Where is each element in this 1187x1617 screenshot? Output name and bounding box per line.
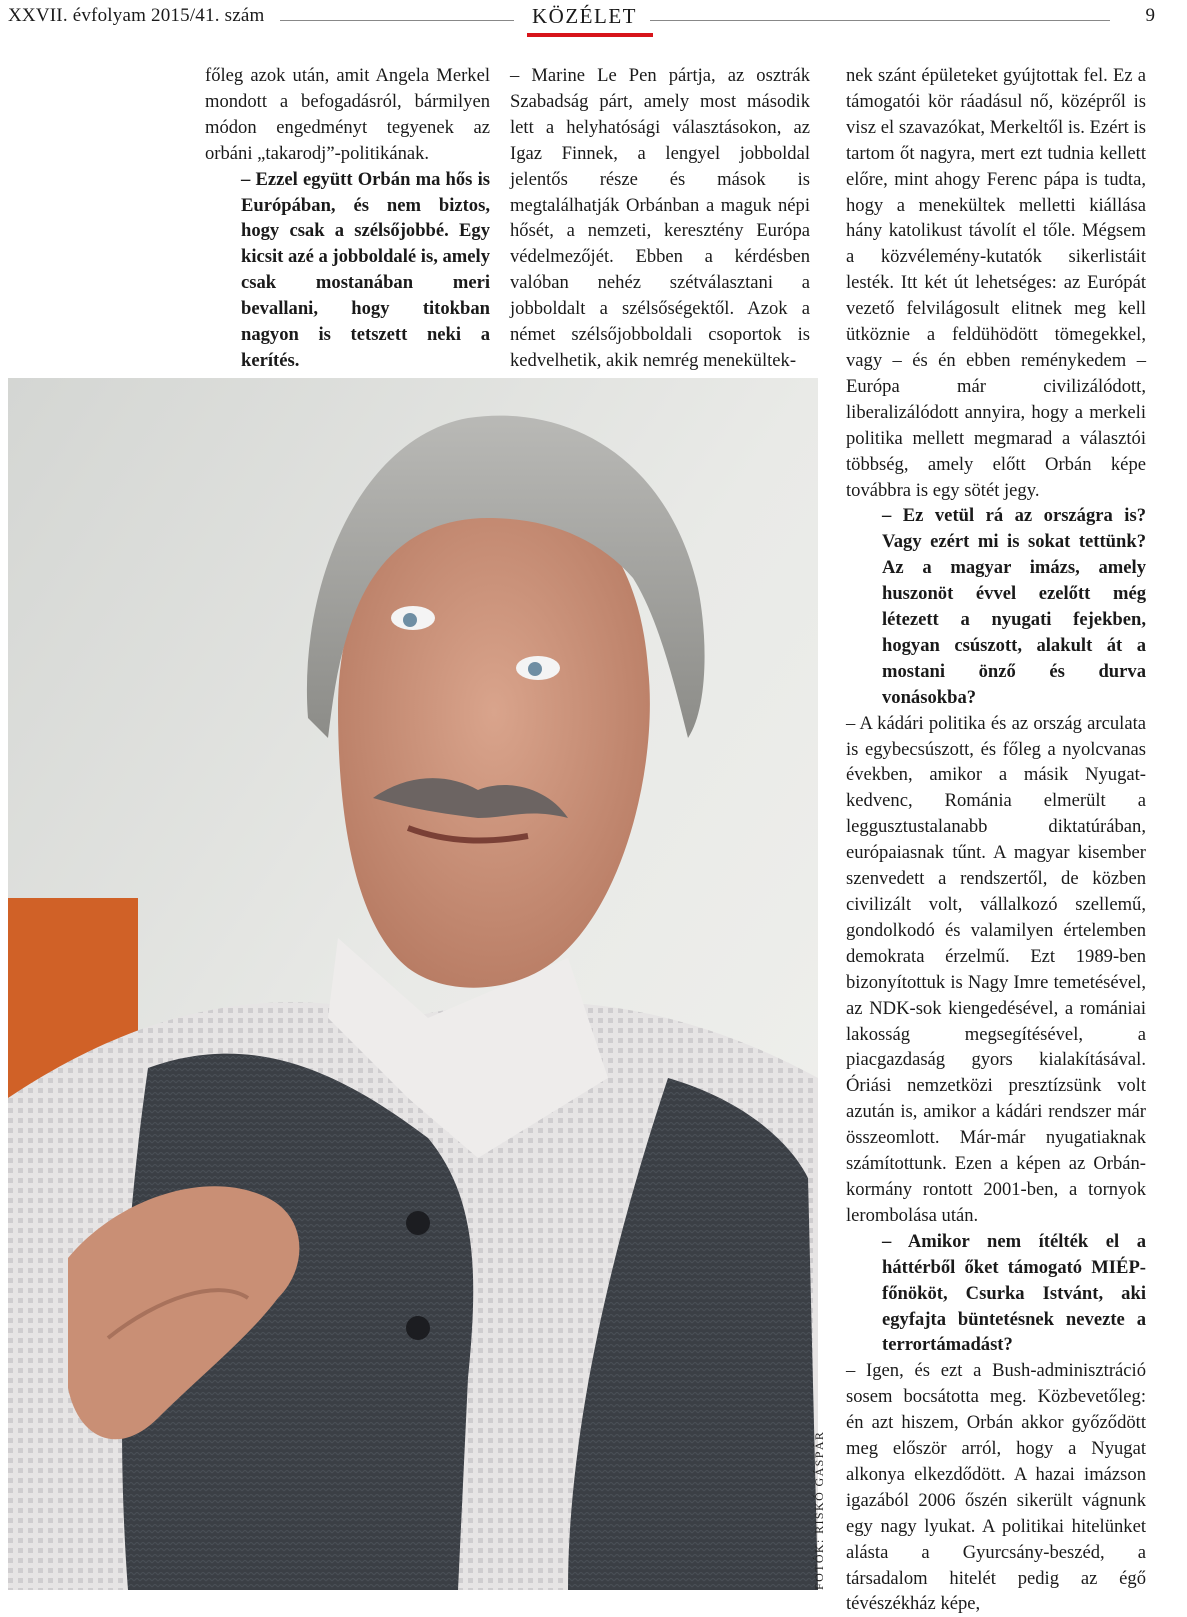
header-rule-right — [650, 20, 1110, 21]
answer-paragraph: – Marine Le Pen pártja, az osztrák Szabadság párt, amely most második lett a helyhatósági választásokon, az Igaz Finnek, a lengyel jobboldal jelentős része és mások is megtalálhatják Orbánban a maguk népi hősét, a nemzeti, keresztény Európa védelmezőjét. Ebben a kérdésben valóban nehéz szétválasztani a jobboldalt a szélsőségektől. Azok a német szélsőjobboldali csoportok is kedvelhetik, akik nemrég menekültek- — [510, 65, 810, 371]
text-column-1 — [205, 63, 490, 374]
section-title: KÖZÉLET — [532, 4, 637, 28]
text-column-2 — [510, 63, 810, 374]
page-number: 9 — [1145, 5, 1155, 26]
photo-credit: FOTÓK: RISKÓ GÁSPÁR — [812, 1430, 826, 1590]
page-header — [0, 0, 1187, 40]
portrait-photo — [8, 378, 818, 1590]
interview-question: – Ez vetül rá az országra is? Vagy ezért mi is sokat tettünk? Az a magyar imázs, amely huszonöt évvel ezelőtt még létezett a nyugati fejekben, hogyan csúszott, alakult át a mostani önző és durva vonásokba? — [882, 505, 1146, 708]
issue-label: XXVII. évfolyam 2015/41. szám — [8, 5, 265, 26]
answer-paragraph: – A kádári politika és az ország arculata is egybecsúszott, és főleg a nyolcvanas években, amikor a másik Nyugat-kedvenc, Románia elmerült a leggusztustalanabb diktatúrában, európaiasnak tűnt. A magyar kisember szenvedett a rendszertől, de közben civilizált volt, vállalkozó szellemű, gondolkodó és valamilyen értelemben demokrata érzelmű. Ezt 1989-ben bizonyítottuk is Nagy Imre temetésével, az NDK-sok kiengedésével, a romániai lakosság megsegítésével, a piacgazdaság gyors kialakításával. Óriási nemzetközi presztízsünk volt azután is, amikor a kádári rendszer már összeomlott. Már-már nyugatiaknak számítottunk. Ezen a képen az Orbán-kormány rontott 2001-ben, a tornyok lerombolása után. — [846, 712, 1146, 1226]
header-rule-left — [280, 20, 514, 21]
interview-question: – Ezzel együtt Orbán ma hős is Európában, és nem biztos, hogy csak a szélsőjobbé. Egy kicsit azé a jobboldalé is, amely csak mostanában meri bevallani, hogy titokban nagyon is tetszett neki a kerítés. — [241, 168, 490, 371]
portrait-illustration — [8, 378, 818, 1590]
interview-question: – Amikor nem ítélték el a háttérből őket támogató MIÉP-főnököt, Csurka Istvánt, aki egyfajta büntetésnek nevezte a terrortámadást? — [882, 1230, 1146, 1356]
text-column-3 — [846, 63, 1146, 1617]
answer-paragraph: főleg azok után, amit Angela Merkel mondott a befogadásról, bármilyen módon engedményt tegyenek az orbáni „takarodj”-politikának. — [205, 65, 490, 164]
answer-paragraph: – Igen, és ezt a Bush-adminisztráció sosem bocsátotta meg. Közbevetőleg: én azt hiszem, Orbán akkor győződött meg először arról, hogy a Nyugat alkonya elkezdődött. A hazai imázson igazából 2006 őszén sikerült vágnunk egy nagy lyukat. A politikai hitelünket alásta a Gyurcsány-beszéd, a társadalom hitelét pedig az égő tévészékház képe, — [846, 1360, 1146, 1615]
answer-paragraph: nek szánt épületeket gyújtottak fel. Ez a támogatói kör ráadásul nő, középről is visz el szavazókat, Merkeltől is. Ezért is tartom őt nagyra, mert ezt tudnia kellett előre, mint ahogy Ferenc pápa is tudta, hogy a menekültek melletti kiállása hány katolikust távolít el tőle. Mégsem a közvélemény-kutatók sikerlistáit lesték. Itt két út lehetséges: az Európát vezető felvilágosult elitnek meg kell ütköznie a feldühödött tömegekkel, vagy – és én ebben reménykedem – Európa már civilizálódott, liberalizálódott annyira, hogy a merkeli politika mellett megmarad a választói többség, amely előtt Orbán képe továbbra is egy sötét jegy. — [846, 65, 1146, 501]
section-accent-rule — [527, 33, 653, 37]
